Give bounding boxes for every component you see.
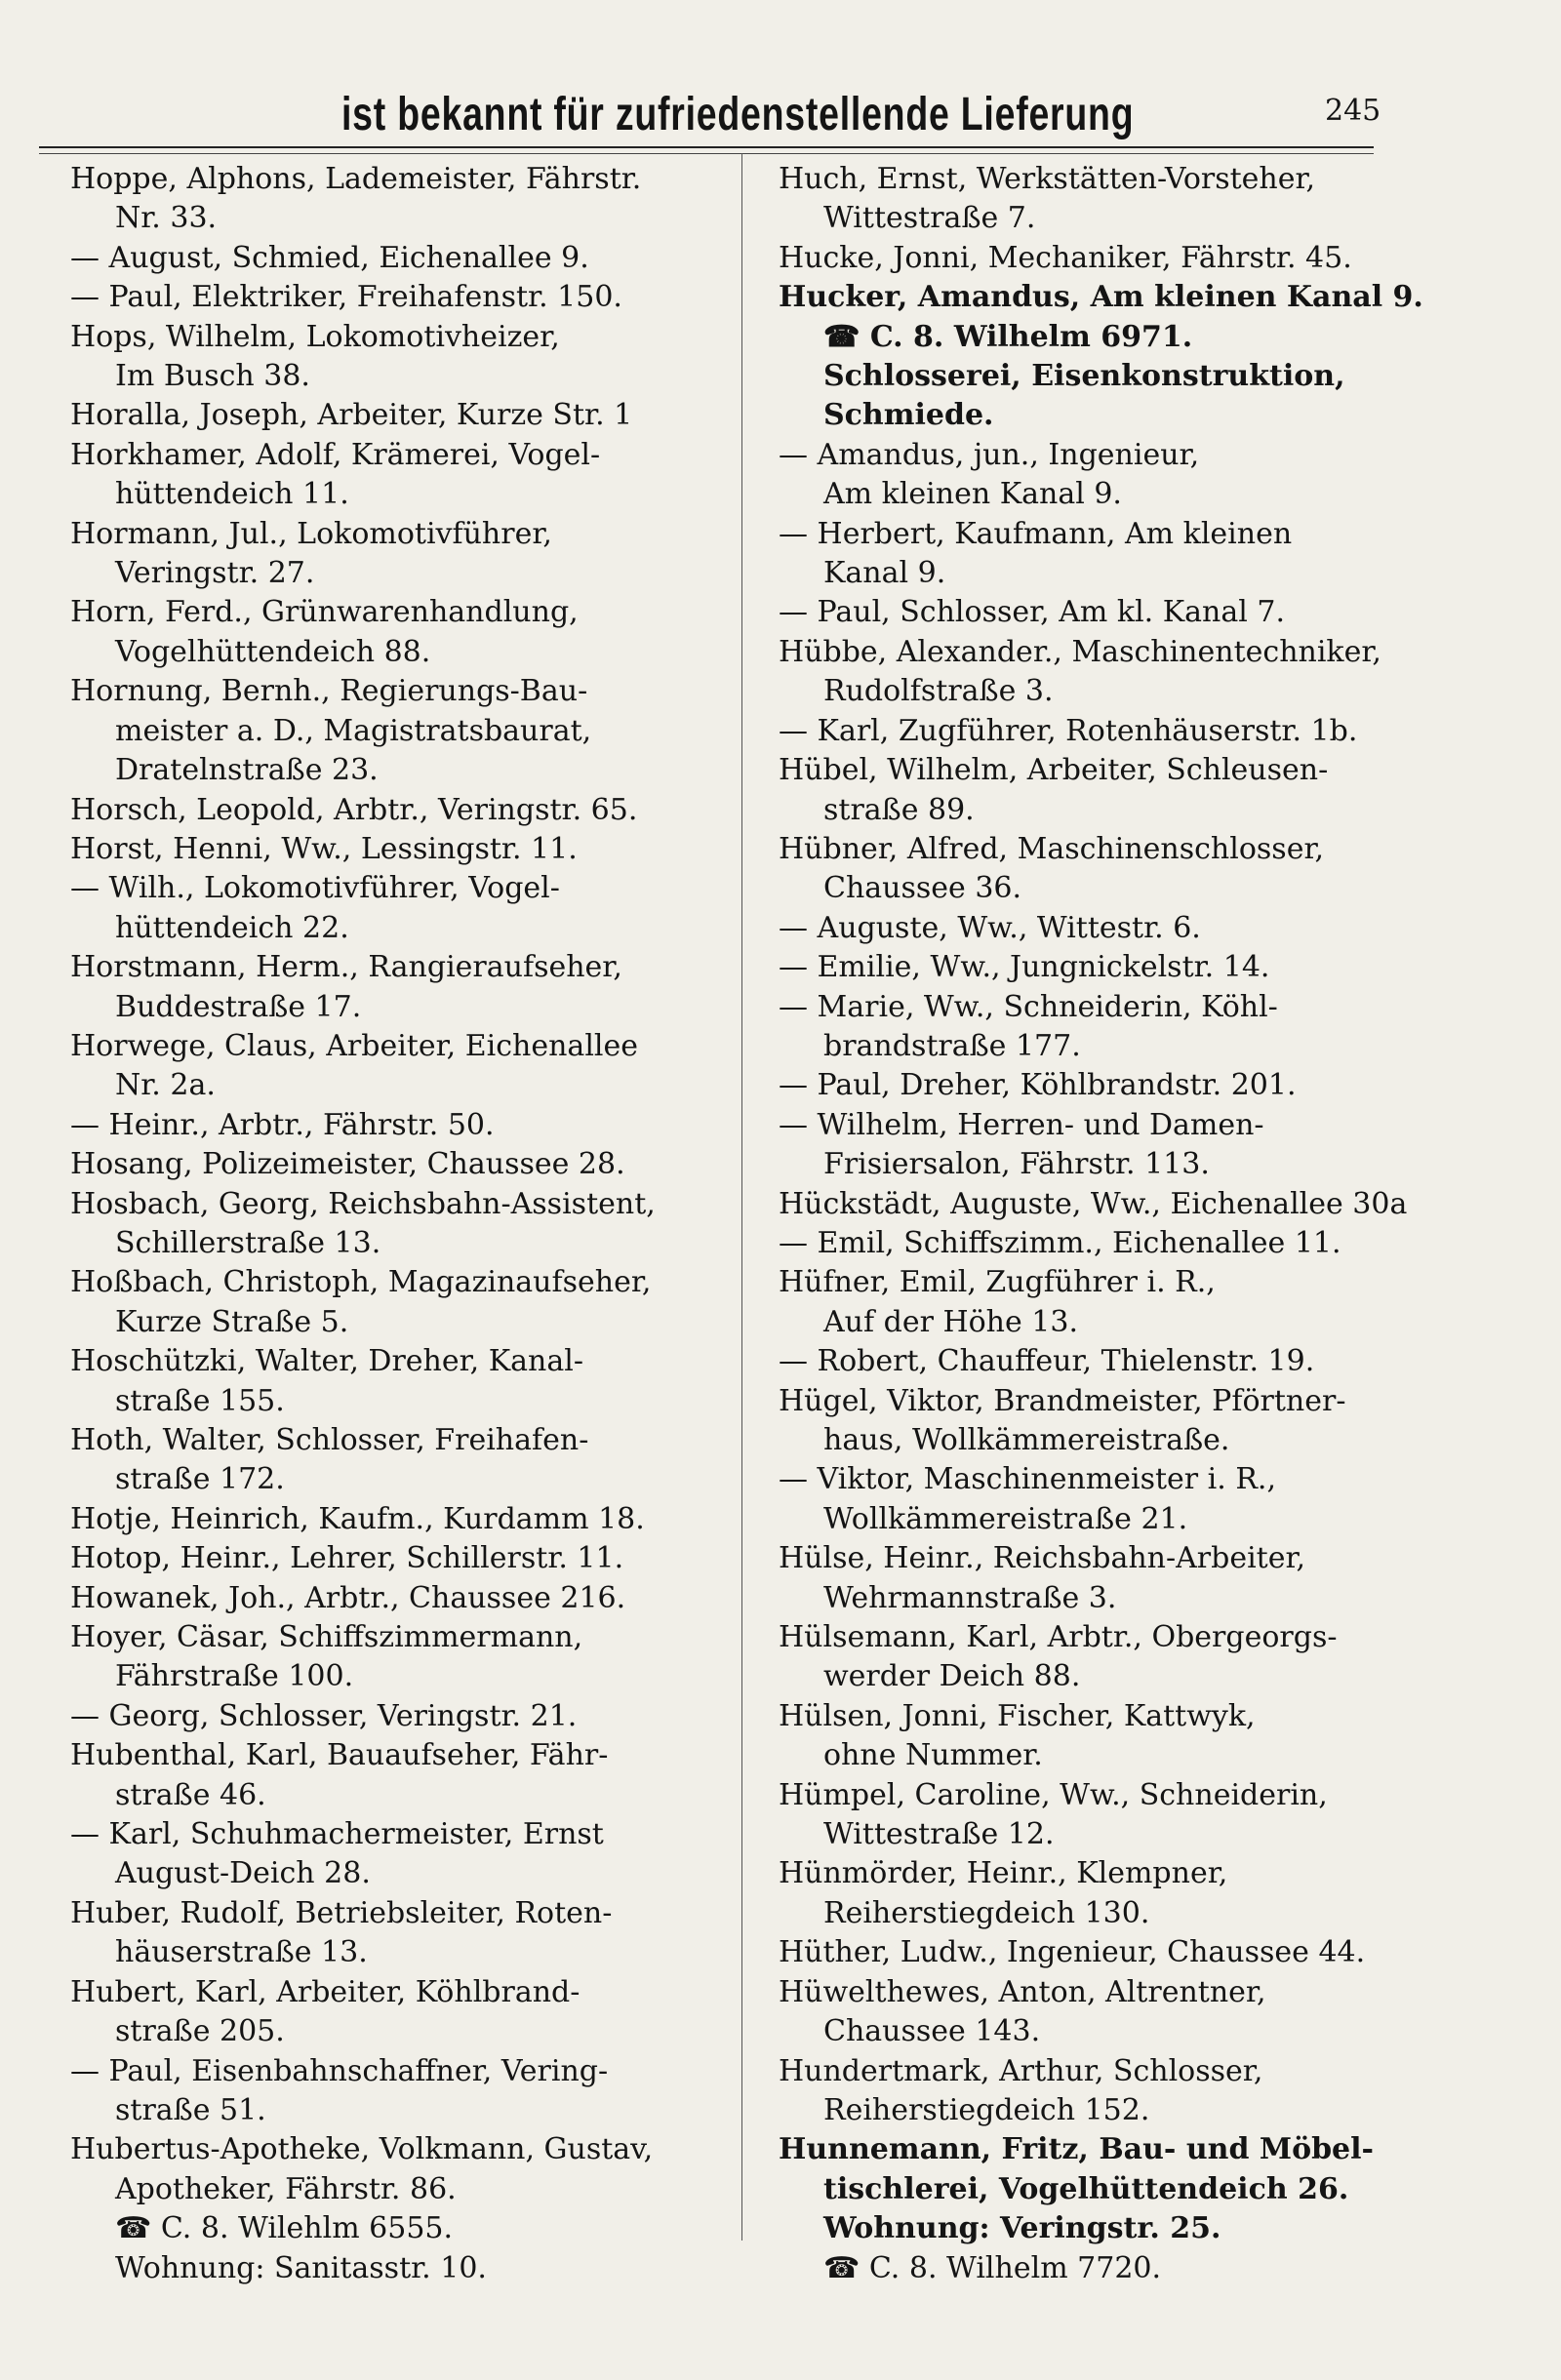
entry-line: Chaussee 143. <box>823 2014 1041 2049</box>
entry-line: Hornung, Bernh., Regierungs-Bau- <box>70 674 588 709</box>
directory-entry <box>779 1854 1447 1933</box>
directory-entry <box>70 239 739 278</box>
directory-entry <box>70 1185 739 1264</box>
entry-line: Vogelhüttendeich 88. <box>115 634 431 669</box>
directory-entry <box>70 1697 739 1736</box>
directory-entry <box>779 1973 1447 2052</box>
entry-line: Fährstraße 100. <box>115 1659 354 1694</box>
entry-line: Horst, Henni, Ww., Lessingstr. 11. <box>70 831 578 866</box>
entry-line: Hotje, Heinrich, Kaufm., Kurdamm 18. <box>70 1501 645 1536</box>
header-rule <box>39 146 1374 148</box>
directory-entry <box>70 1539 739 1578</box>
directory-entry <box>779 712 1447 751</box>
entry-line: Hülsen, Jonni, Fischer, Kattwyk, <box>779 1698 1256 1733</box>
directory-entry <box>70 160 739 239</box>
entry-line: — Emil, Schiffszimm., Eichenallee 11. <box>779 1225 1341 1260</box>
directory-entry <box>779 909 1447 948</box>
entry-line: Kurze Straße 5. <box>115 1304 349 1339</box>
entry-line: — Emilie, Ww., Jungnickelstr. 14. <box>779 950 1270 985</box>
entry-line: straße 51. <box>115 2092 266 2127</box>
entry-line: Horstmann, Herm., Rangieraufseher, <box>70 950 622 985</box>
entry-line: Hügel, Viktor, Brandmeister, Pförtner- <box>779 1383 1346 1418</box>
entry-line: — Amandus, jun., Ingenieur, <box>779 437 1200 472</box>
entry-line: Hülse, Heinr., Reichsbahn-Arbeiter, <box>779 1541 1306 1576</box>
entry-line: Rudolfstraße 3. <box>823 674 1054 709</box>
directory-entry <box>779 2130 1447 2248</box>
directory-entry <box>779 160 1447 239</box>
entry-line: — August, Schmied, Eichenallee 9. <box>70 240 589 275</box>
entry-line: Hoth, Walter, Schlosser, Freihafen- <box>70 1423 589 1457</box>
entry-line: Hübel, Wilhelm, Arbeiter, Schleusen- <box>779 753 1329 788</box>
entry-line: Horkhamer, Adolf, Krämerei, Vogel- <box>70 437 601 472</box>
entry-line: — Paul, Elektriker, Freihafenstr. 150. <box>70 280 622 315</box>
right-column <box>779 160 1447 2288</box>
entry-line: Im Busch 38. <box>115 359 310 394</box>
directory-entry <box>70 318 739 397</box>
entry-line: Dratelnstraße 23. <box>115 753 379 788</box>
entry-line: Schillerstraße 13. <box>115 1225 381 1260</box>
entry-line: Hünmörder, Heinr., Klempner, <box>779 1856 1228 1891</box>
directory-entry <box>779 751 1447 830</box>
directory-entry <box>70 2052 739 2131</box>
entry-line: Nr. 2a. <box>115 1068 216 1103</box>
directory-entry <box>779 1263 1447 1342</box>
entry-line: Hüfner, Emil, Zugführer i. R., <box>779 1265 1216 1300</box>
entry-line: Frisiersalon, Fährstr. 113. <box>823 1147 1210 1182</box>
directory-entry <box>70 1618 739 1697</box>
entry-line: Horn, Ferd., Grünwarenhandlung, <box>70 595 579 630</box>
entry-line: Howanek, Joh., Arbtr., Chaussee 216. <box>70 1580 626 1615</box>
directory-entry <box>70 1579 739 1618</box>
entry-line: — Robert, Chauffeur, Thielenstr. 19. <box>779 1344 1315 1379</box>
entry-line: Buddestraße 17. <box>115 989 362 1024</box>
entry-line: Chaussee 36. <box>823 871 1022 906</box>
directory-entry <box>70 1894 739 1973</box>
entry-line: Horalla, Joseph, Arbeiter, Kurze Str. 1 <box>70 398 633 433</box>
page-number: 245 <box>1325 94 1381 128</box>
directory-entry <box>779 1539 1447 1618</box>
entry-line: Apotheker, Fährstr. 86. <box>115 2171 457 2206</box>
entry-line: hüttendeich 22. <box>115 910 349 945</box>
column-divider <box>741 153 742 2241</box>
running-header: ist bekannt für zufriedenstellende Lieferung <box>341 89 1135 140</box>
directory-entry <box>70 791 739 830</box>
entry-line: straße 172. <box>115 1462 285 1497</box>
directory-entry <box>779 1224 1447 1263</box>
entry-line: tischlerei, Vogelhüttendeich 26. <box>823 2171 1349 2206</box>
entry-line: Hüther, Ludw., Ingenieur, Chaussee 44. <box>779 1935 1366 1970</box>
entry-line: Horwege, Claus, Arbeiter, Eichenallee <box>70 1028 639 1063</box>
directory-entry <box>779 1618 1447 1697</box>
entry-line: Hucker, Amandus, Am kleinen Kanal 9. <box>779 280 1423 315</box>
entry-line: Hubenthal, Karl, Bauaufseher, Fähr- <box>70 1738 609 1773</box>
entry-line: August-Deich 28. <box>115 1856 371 1891</box>
entry-line: Horsch, Leopold, Arbtr., Veringstr. 65. <box>70 792 638 827</box>
entry-line: brandstraße 177. <box>823 1028 1081 1063</box>
entry-line: Wohnung: Veringstr. 25. <box>823 2211 1221 2246</box>
entry-line: Hoppe, Alphons, Lademeister, Fährstr. <box>70 162 642 196</box>
entry-line: Hübbe, Alexander., Maschinentechniker, <box>779 634 1381 669</box>
entry-line: — Karl, Schuhmachermeister, Ernst <box>70 1817 604 1852</box>
entry-line: — Herbert, Kaufmann, Am kleinen <box>779 516 1293 551</box>
directory-entry <box>70 869 739 948</box>
entry-line: Hubertus-Apotheke, Volkmann, Gustav, <box>70 2132 654 2167</box>
directory-entry <box>70 1145 739 1184</box>
entry-line: Nr. 33. <box>115 201 218 236</box>
entry-line: Hoyer, Cäsar, Schiffszimmermann, <box>70 1620 583 1655</box>
entry-line: straße 205. <box>115 2014 285 2049</box>
entry-line: Hosbach, Georg, Reichsbahn-Assistent, <box>70 1186 656 1221</box>
entry-line: Hosang, Polizeimeister, Chaussee 28. <box>70 1147 625 1182</box>
entry-line: Schlosserei, Eisenkonstruktion, <box>823 359 1345 394</box>
directory-entry <box>779 1697 1447 1776</box>
page-header <box>0 76 1561 154</box>
entry-line: straße 46. <box>115 1777 266 1812</box>
entry-line: Hotop, Heinr., Lehrer, Schillerstr. 11. <box>70 1541 624 1576</box>
entry-line: ohne Nummer. <box>823 1738 1043 1773</box>
entry-line: häuserstraße 13. <box>115 1935 368 1970</box>
directory-entry <box>70 1027 739 1106</box>
directory-entry <box>779 1106 1447 1185</box>
entry-line: — Paul, Dreher, Köhlbrandstr. 201. <box>779 1068 1297 1103</box>
directory-entry <box>70 1815 739 1894</box>
directory-entry <box>779 278 1447 436</box>
directory-entry <box>779 1776 1447 1855</box>
directory-entry <box>70 1263 739 1342</box>
directory-entry <box>779 1066 1447 1105</box>
entry-line: ☎ C. 8. Wilehlm 6555. <box>115 2211 454 2246</box>
entry-line: Hüwelthewes, Anton, Altrentner, <box>779 1974 1266 2009</box>
entry-line: Veringstr. 27. <box>115 556 315 591</box>
entry-line: haus, Wollkämmereistraße. <box>823 1423 1230 1457</box>
entry-line: Wittestraße 12. <box>823 1817 1055 1852</box>
directory-entry <box>70 1421 739 1500</box>
left-column <box>70 160 739 2288</box>
directory-entry <box>779 1933 1447 1972</box>
entry-line: hüttendeich 11. <box>115 477 349 512</box>
directory-entry <box>70 948 739 1027</box>
directory-entry <box>779 1342 1447 1381</box>
entry-line: — Wilhelm, Herren- und Damen- <box>779 1107 1264 1142</box>
entry-line: — Paul, Eisenbahnschaffner, Vering- <box>70 2053 609 2088</box>
entry-line: Hormann, Jul., Lokomotivführer, <box>70 516 552 551</box>
entry-line: Hoschützki, Walter, Dreher, Kanal- <box>70 1344 583 1379</box>
entry-line: — Heinr., Arbtr., Fährstr. 50. <box>70 1107 495 1142</box>
entry-line: Hunnemann, Fritz, Bau- und Möbel- <box>779 2132 1374 2167</box>
header-rule-thin <box>39 153 1374 154</box>
entry-line: Hoßbach, Christoph, Magazinaufseher, <box>70 1265 652 1300</box>
entry-line: Wittestraße 7. <box>823 201 1036 236</box>
directory-entry <box>70 278 739 317</box>
directory-entry <box>779 515 1447 594</box>
entry-line: ☎ C. 8. Wilhelm 7720. <box>823 2250 1162 2285</box>
entry-line: Wollkämmereistraße 21. <box>823 1501 1188 1536</box>
directory-entry <box>70 1500 739 1539</box>
directory-entry <box>70 672 739 790</box>
directory-entry <box>779 1185 1447 1224</box>
directory-entry <box>779 2249 1447 2288</box>
directory-entry <box>70 515 739 594</box>
entry-line: Auf der Höhe 13. <box>823 1304 1079 1339</box>
entry-line: Wehrmannstraße 3. <box>823 1580 1117 1615</box>
entry-line: — Wilh., Lokomotivführer, Vogel- <box>70 871 560 906</box>
entry-line: — Auguste, Ww., Wittestr. 6. <box>779 910 1201 945</box>
directory-entry <box>779 830 1447 909</box>
directory-entry <box>779 2052 1447 2131</box>
entry-line: meister a. D., Magistratsbaurat, <box>115 713 592 748</box>
entry-line: Am kleinen Kanal 9. <box>823 477 1122 512</box>
entry-line: Huch, Ernst, Werkstätten-Vorsteher, <box>779 162 1316 196</box>
entry-line: ☎ C. 8. Wilhelm 6971. <box>823 319 1193 354</box>
entry-line: Hubert, Karl, Arbeiter, Köhlbrand- <box>70 1974 580 2009</box>
entry-line: Schmiede. <box>823 398 994 433</box>
directory-entry <box>70 1106 739 1145</box>
directory-entry <box>70 2130 739 2288</box>
directory-entry <box>779 988 1447 1067</box>
directory-entry <box>70 396 739 435</box>
directory-entry <box>70 830 739 869</box>
directory-entry <box>779 948 1447 987</box>
directory-entry <box>70 1973 739 2052</box>
entry-line: straße 155. <box>115 1383 285 1418</box>
directory-entry <box>70 593 739 672</box>
entry-line: — Paul, Schlosser, Am kl. Kanal 7. <box>779 595 1285 630</box>
entry-line: Hübner, Alfred, Maschinenschlosser, <box>779 831 1325 866</box>
entry-line: Hümpel, Caroline, Ww., Schneiderin, <box>779 1777 1328 1812</box>
entry-line: Huber, Rudolf, Betriebsleiter, Roten- <box>70 1895 613 1930</box>
entry-line: Reiherstiegdeich 152. <box>823 2092 1150 2127</box>
entry-line: Kanal 9. <box>823 556 946 591</box>
directory-entry <box>779 1460 1447 1539</box>
directory-entry <box>779 239 1447 278</box>
entry-line: Hundertmark, Arthur, Schlosser, <box>779 2053 1263 2088</box>
directory-entry <box>779 436 1447 515</box>
directory-entry <box>779 1382 1447 1461</box>
entry-line: straße 89. <box>823 792 975 827</box>
entry-line: — Georg, Schlosser, Veringstr. 21. <box>70 1698 578 1733</box>
directory-entry <box>779 633 1447 712</box>
directory-entry <box>70 1342 739 1421</box>
directory-entry <box>70 436 739 515</box>
directory-entry <box>70 1736 739 1815</box>
entry-line: Hucke, Jonni, Mechaniker, Fährstr. 45. <box>779 240 1352 275</box>
entry-line: Hops, Wilhelm, Lokomotivheizer, <box>70 319 560 354</box>
directory-entry <box>779 593 1447 632</box>
entry-line: — Marie, Ww., Schneiderin, Köhl- <box>779 989 1278 1024</box>
entry-line: Reiherstiegdeich 130. <box>823 1895 1150 1930</box>
entry-line: — Karl, Zugführer, Rotenhäuserstr. 1b. <box>779 713 1358 748</box>
entry-line: Hückstädt, Auguste, Ww., Eichenallee 30a <box>779 1186 1408 1221</box>
entry-line: Wohnung: Sanitasstr. 10. <box>115 2250 487 2285</box>
entry-line: Hülsemann, Karl, Arbtr., Obergeorgs- <box>779 1620 1338 1655</box>
entry-line: werder Deich 88. <box>823 1659 1081 1694</box>
entry-line: — Viktor, Maschinenmeister i. R., <box>779 1462 1276 1497</box>
